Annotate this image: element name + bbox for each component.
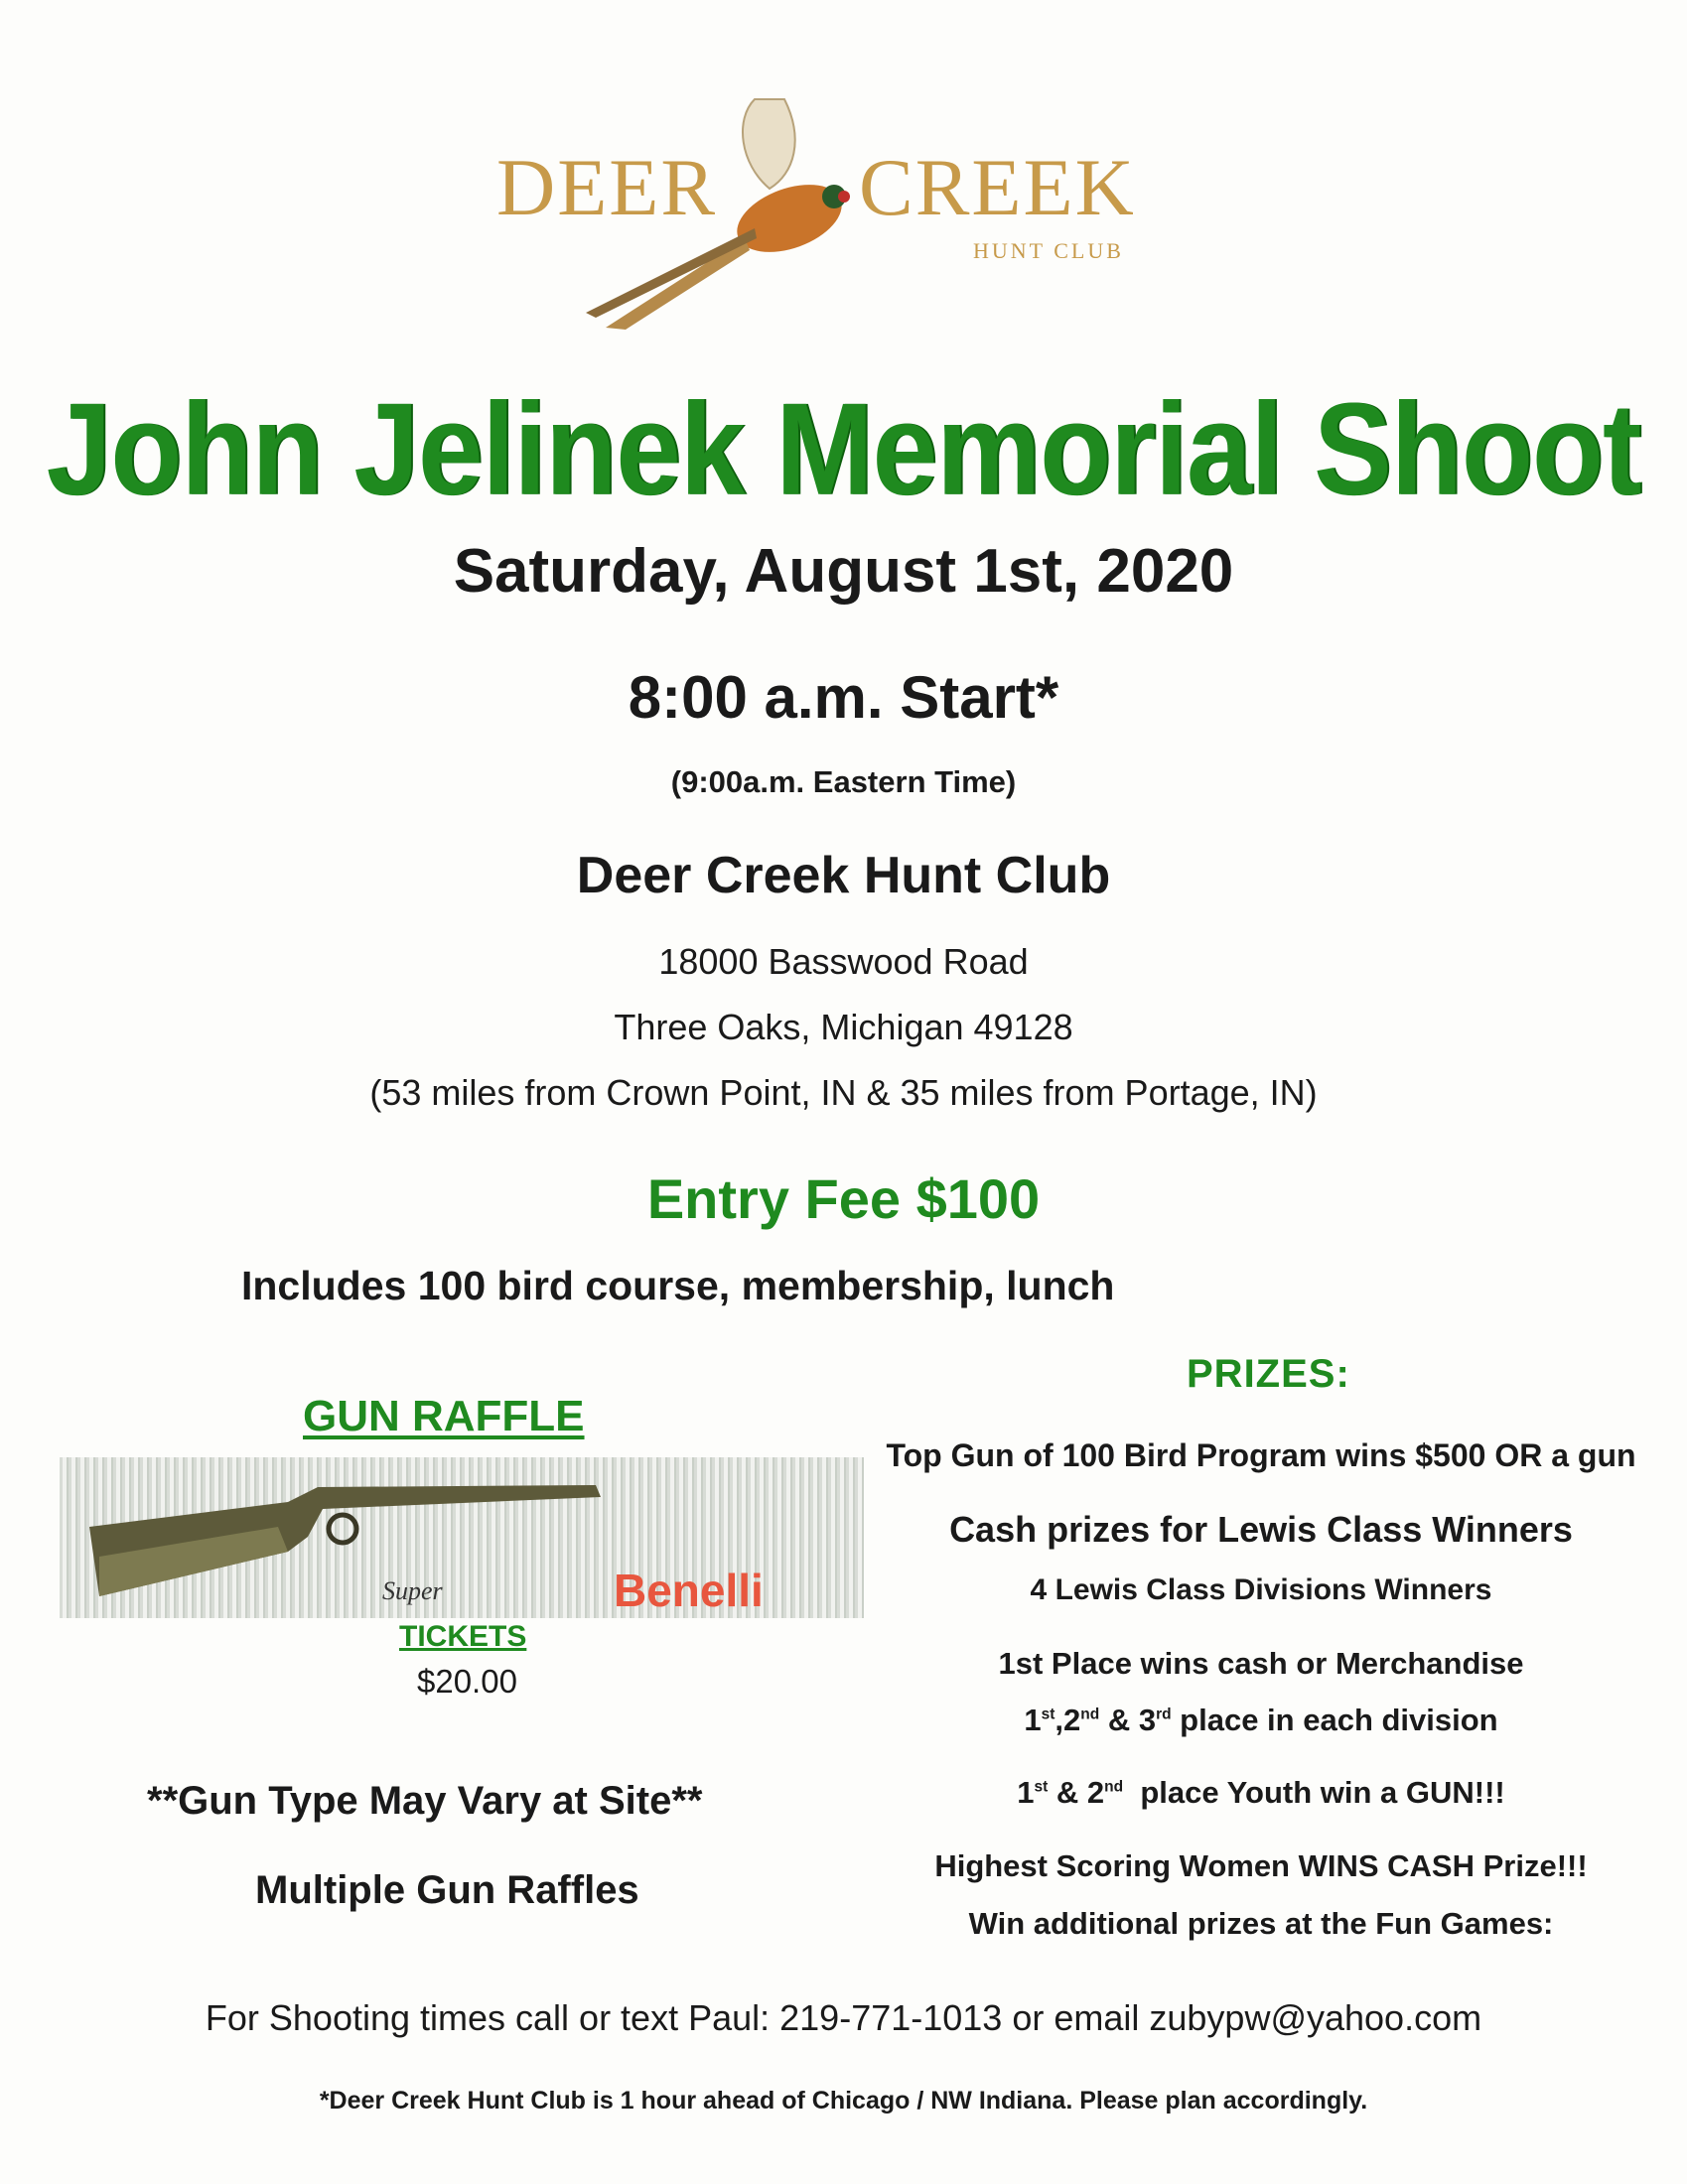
prize-fun-games: Win additional prizes at the Fun Games: <box>968 1906 1554 1941</box>
p5-part-d: place in each division <box>1171 1703 1498 1737</box>
fee-includes: Includes 100 bird course, membership, lunch <box>241 1263 1115 1308</box>
p5-sup-a: st <box>1041 1706 1055 1723</box>
start-time: 8:00 a.m. Start* <box>628 664 1059 731</box>
prize-cash-lewis: Cash prizes for Lewis Class Winners <box>949 1509 1573 1550</box>
p5-sup-c: rd <box>1156 1706 1172 1723</box>
p6-part-c: place Youth win a GUN!!! <box>1123 1775 1505 1810</box>
address-street: 18000 Basswood Road <box>658 941 1029 982</box>
p5-part-c: & 3 <box>1099 1703 1157 1737</box>
logo-word-creek: CREEK <box>859 142 1136 232</box>
prize-lewis-divisions: 4 Lewis Class Divisions Winners <box>1030 1573 1492 1606</box>
p5-part-a: 1 <box>1024 1703 1042 1737</box>
prize-first-place: 1st Place wins cash or Merchandise <box>998 1646 1524 1681</box>
address-distances: (53 miles from Crown Point, IN & 35 miles from Portage, IN) <box>369 1072 1318 1113</box>
prize-places-division <box>864 1703 1658 1738</box>
contact-info: For Shooting times call or text Paul: 219-771-1013 or email zubypw@yahoo.com <box>205 1997 1482 2038</box>
entry-fee: Entry Fee $100 <box>646 1167 1041 1230</box>
logo-word-deer: DEER <box>496 142 718 232</box>
prize-women: Highest Scoring Women WINS CASH Prize!!! <box>934 1848 1588 1883</box>
super-vinci-script: Super <box>382 1576 443 1605</box>
gun-raffle-heading: GUN RAFFLE <box>303 1392 585 1440</box>
p6-sup-b: nd <box>1104 1778 1124 1796</box>
address-city: Three Oaks, Michigan 49128 <box>614 1007 1073 1047</box>
multiple-raffles-note: Multiple Gun Raffles <box>255 1868 639 1912</box>
p5-part-b: ,2 <box>1054 1703 1081 1737</box>
deer-creek-logo <box>496 79 1211 338</box>
footnote: *Deer Creek Hunt Club is 1 hour ahead of Chicago / NW Indiana. Please plan accordingly. <box>319 2087 1368 2115</box>
p6-part-a: 1 <box>1017 1775 1035 1810</box>
prize-top-gun: Top Gun of 100 Bird Program wins $500 OR a gun <box>886 1437 1636 1473</box>
p5-sup-b: nd <box>1080 1706 1100 1723</box>
event-date: Saturday, August 1st, 2020 <box>453 537 1234 606</box>
p6-part-b: & 2 <box>1048 1775 1105 1810</box>
event-title: John Jelinek Memorial Shoot <box>46 376 1641 523</box>
prizes-heading: PRIZES: <box>1187 1352 1350 1396</box>
tickets-label: TICKETS <box>399 1620 527 1653</box>
p6-sup-a: st <box>1034 1778 1049 1796</box>
eastern-time-note: (9:00a.m. Eastern Time) <box>670 764 1017 799</box>
prize-youth <box>864 1775 1658 1811</box>
logo-subtitle: HUNT CLUB <box>973 238 1124 263</box>
gun-type-note: **Gun Type May Vary at Site** <box>147 1779 703 1823</box>
benelli-brand: Benelli <box>614 1565 764 1616</box>
venue-name: Deer Creek Hunt Club <box>576 847 1111 904</box>
ticket-price: $20.00 <box>417 1663 517 1700</box>
